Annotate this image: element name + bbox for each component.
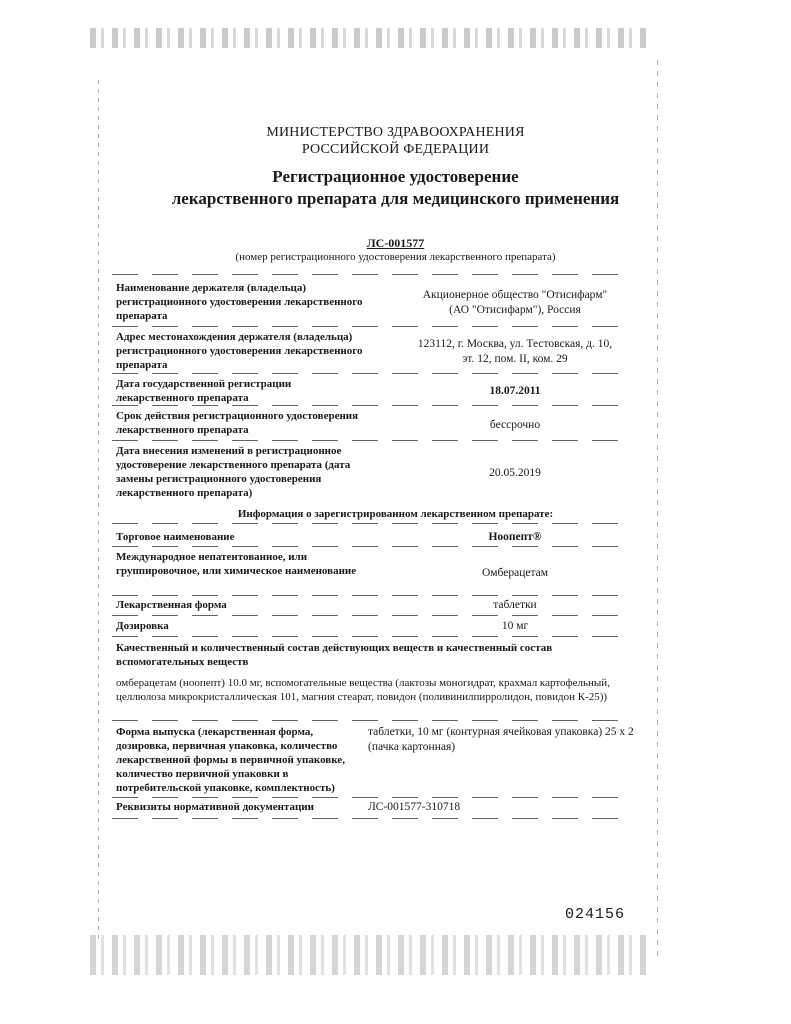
separator [112,523,632,524]
holder-value [370,288,660,318]
serial-number: 024156 [565,906,626,923]
holder-value-line-2: (АО "Отисифарм"), Россия [449,304,581,316]
registration-number: ЛС-001577 [366,236,425,250]
trade-name-value: Ноопепт® [488,531,542,543]
info-header: Информация о зарегистрированном лекарственном препарате: [237,508,554,520]
normative-docs-label: Реквизиты нормативной документации [116,801,314,813]
address-value-line-1: 123112, г. Москва, ул. Тестовская, д. 10, [417,338,613,350]
title-line-2: лекарственного препарата для медицинского применения [171,189,620,208]
holder-value-line-1: Акционерное общество "Отисифарм" [422,289,608,301]
separator [112,818,632,819]
holder-label: Наименование держателя (владельца) регистрационного удостоверения лекарственного препарата [116,282,363,322]
release-form-value: таблетки, 10 мг (контурная ячейковая упаковка) 25 х 2 (пачка картонная) [368,726,634,753]
separator [112,546,632,547]
title-line-1: Регистрационное удостоверение [272,167,519,186]
composition-label: Качественный и количественный состав действующих веществ и качественный состав вспомогательных веществ [116,642,553,668]
registration-caption: (номер регистрационного удостоверения лекарственного препарата) [235,251,556,263]
scan-noise-top [90,28,650,48]
separator [112,636,632,637]
separator [112,797,632,798]
composition-value: омберацетам (ноопепт) 10.0 мг, вспомогательные вещества (лактозы моногидрат, крахмал картофельный, целлюлоза микрокристаллическая 101, магния стеарат, повидон (поливинилпирролидон, повидон К-25)) [116,677,610,703]
document-title [0,166,791,210]
separator [112,615,632,616]
ministry-name [0,124,791,158]
address-value [370,337,660,367]
scan-noise-bottom [90,935,650,975]
inn-value: Омберацетам [481,567,549,579]
separator [112,274,632,275]
separator [112,595,632,596]
ministry-line-2: РОССИЙСКОЙ ФЕДЕРАЦИИ [301,142,490,157]
normative-docs-value: ЛС-001577-310718 [368,801,461,813]
validity-label: Срок действия регистрационного удостоверения лекарственного препарата [116,410,359,436]
validity-value: бессрочно [489,419,541,431]
change-date-value: 20.05.2019 [489,467,541,479]
separator [112,720,632,721]
ministry-line-1: МИНИСТЕРСТВО ЗДРАВООХРАНЕНИЯ [266,125,525,140]
state-reg-date-label: Дата государственной регистрации лекарственного препарата [116,378,292,404]
release-form-label: Форма выпуска (лекарственная форма, дозировка, первичная упаковка, количество лекарственной формы в первичной упаковке, количество первичной упаковки в потребительской упаковке, комплектность) [116,726,345,794]
dosage-label: Дозировка [116,620,169,632]
trade-name-label: Торговое наименование [116,531,235,543]
dosage-form-value: таблетки [493,599,537,611]
separator [112,326,632,327]
state-reg-date-value: 18.07.2011 [489,385,541,397]
address-label: Адрес местонахождения держателя (владельца) регистрационного удостоверения лекарственного препарата [116,331,363,371]
separator [112,440,632,441]
address-value-line-2: эт. 12, пом. II, ком. 29 [462,353,568,365]
change-date-label: Дата внесения изменений в регистрационное удостоверение лекарственного препарата (дата замены регистрационного удостоверения лекарственного препарата) [116,445,351,499]
separator [112,405,632,406]
inn-label: Международное непатентованное, или группировочное, или химическое наименование [116,551,357,577]
dosage-form-label: Лекарственная форма [116,599,227,611]
dosage-value: 10 мг [501,620,529,632]
separator [112,373,632,374]
